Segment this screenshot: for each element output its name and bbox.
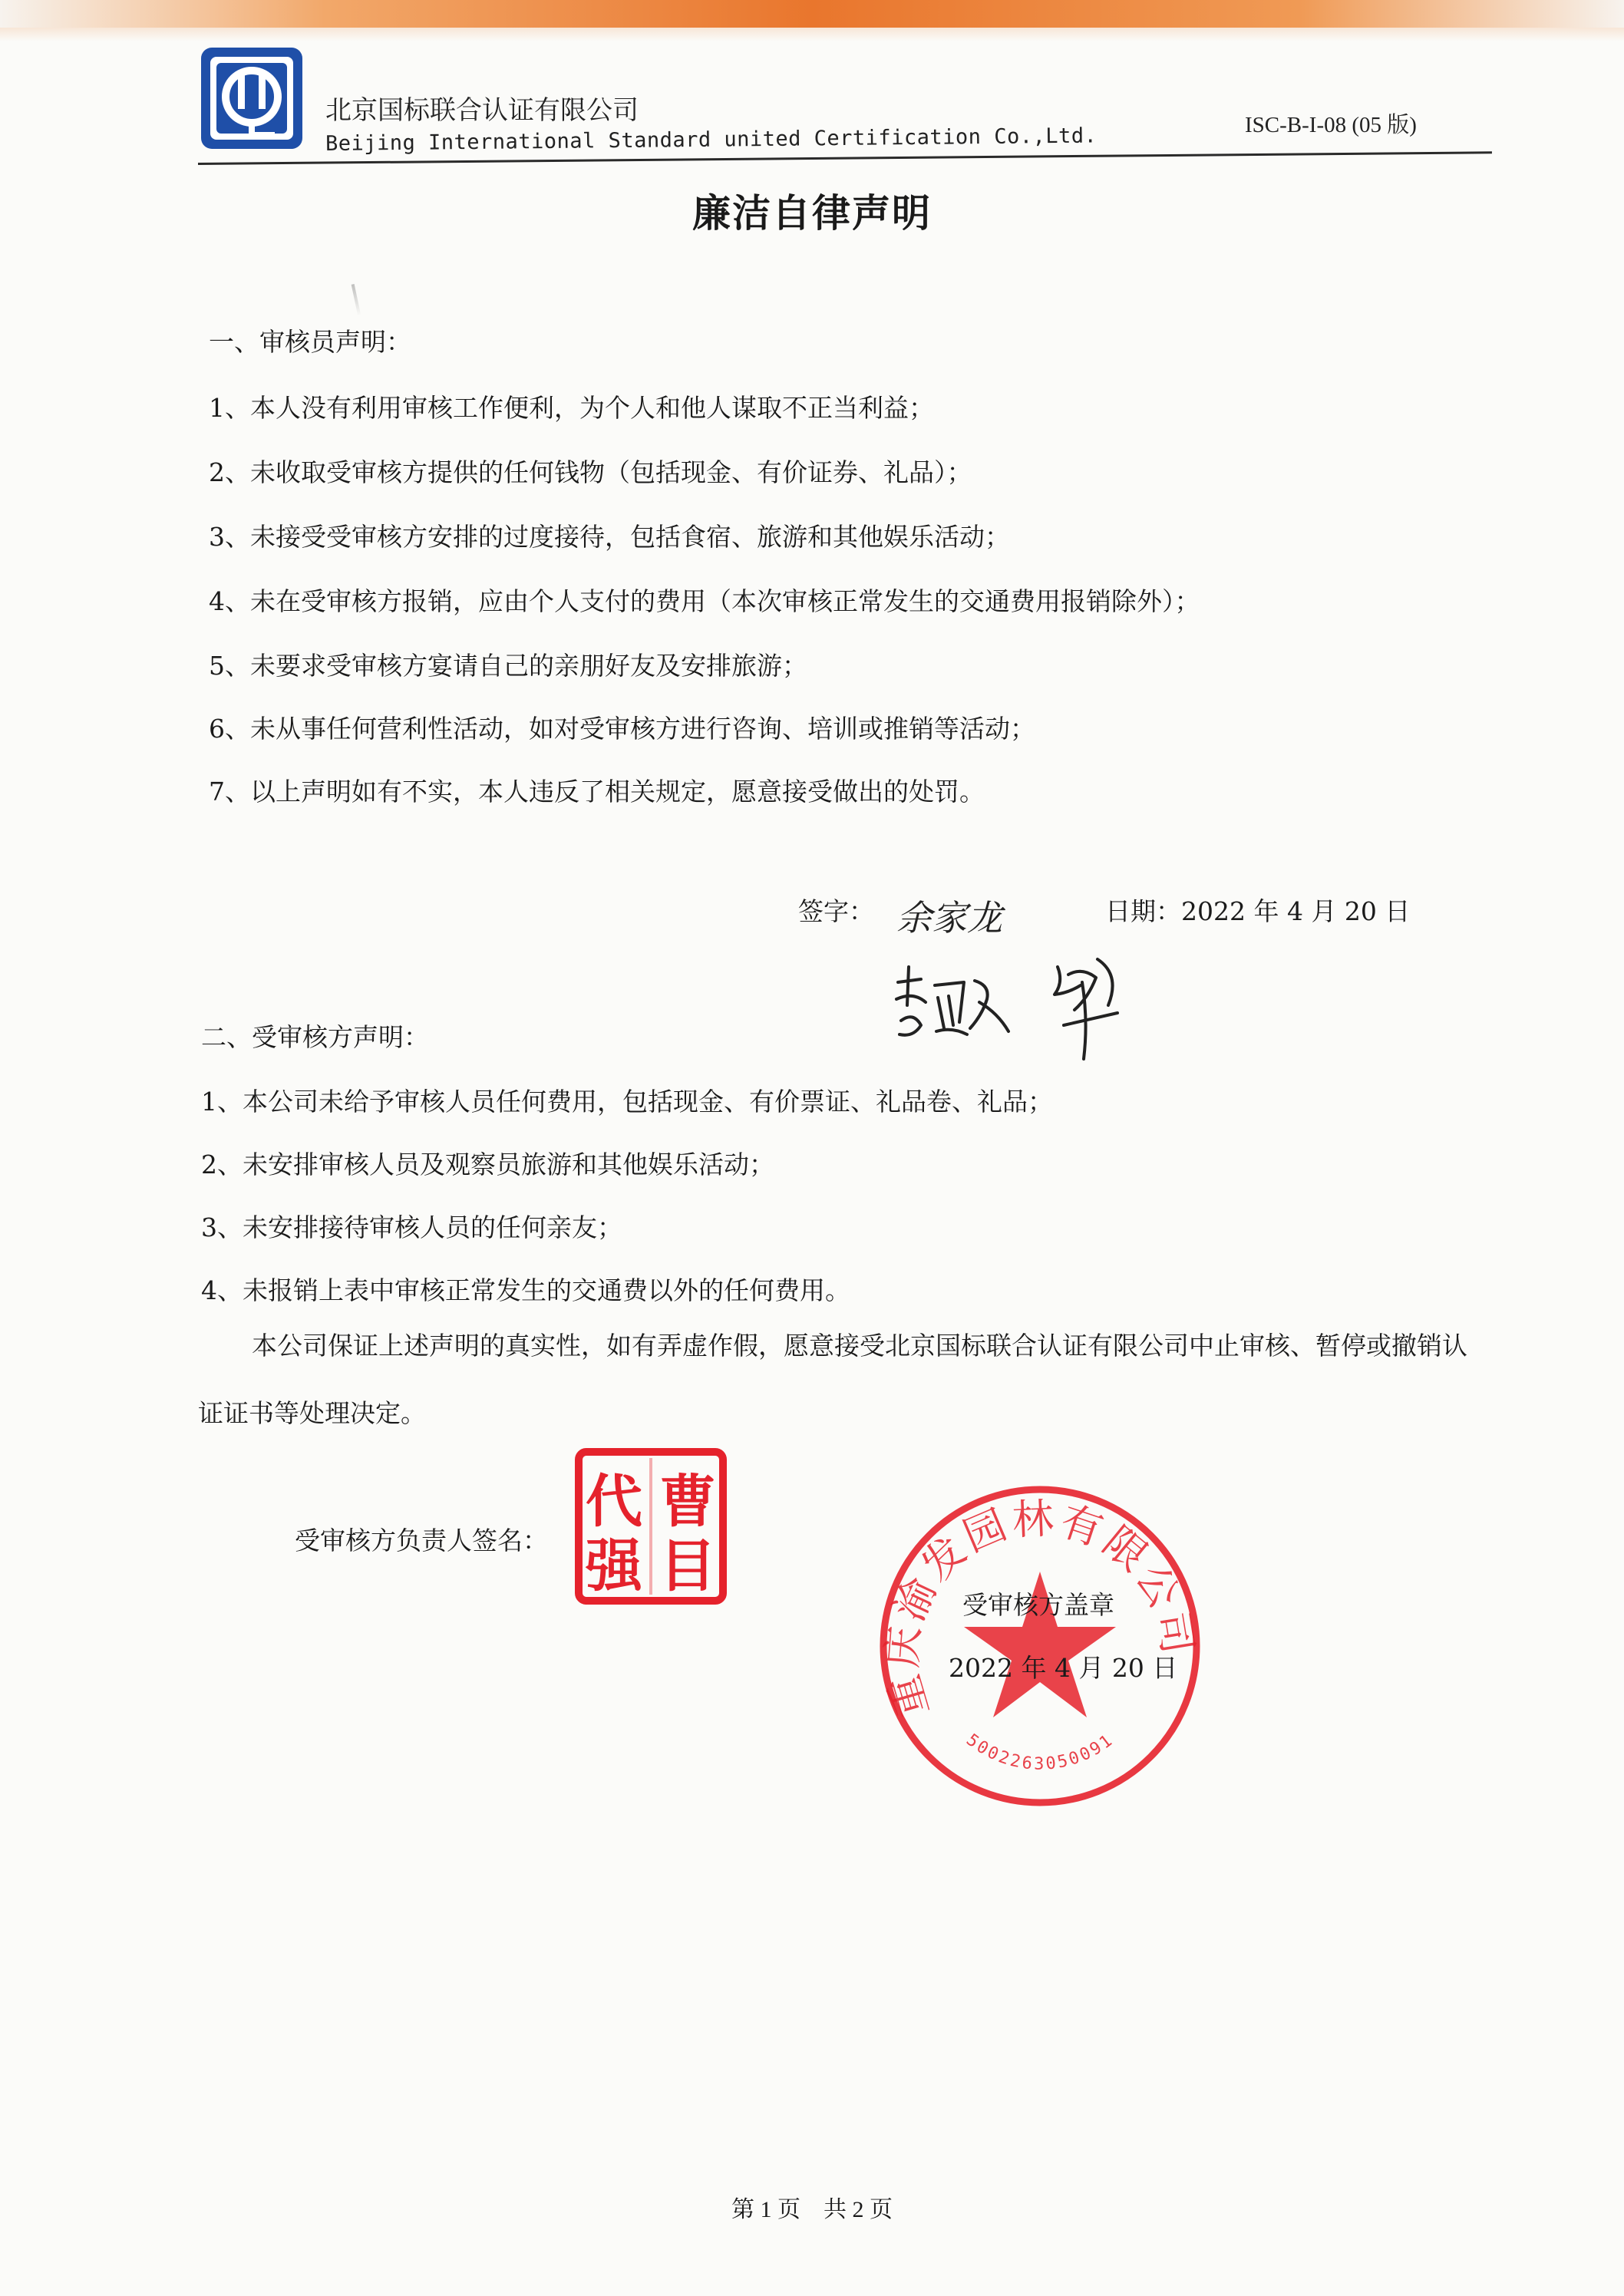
auditee-item: 3、未安排接待审核人员的任何亲友；	[201, 1212, 622, 1242]
auditor-item: 5、未要求受审核方宴请自己的亲朋好友及安排旅游；	[209, 651, 807, 681]
scan-top-shadow	[0, 28, 1624, 41]
auditor-sign-date: 日期：2022 年 4 月 20 日	[1105, 896, 1411, 926]
personal-name-chop-stamp	[574, 1447, 728, 1605]
chop-char: 强	[586, 1533, 642, 1599]
company-round-seal-icon	[875, 1481, 1205, 1811]
auditor-item: 6、未从事任何营利性活动，如对受审核方进行咨询、培训或推销等活动；	[209, 714, 1035, 744]
chop-char: 目	[659, 1533, 716, 1599]
scan-top-edge	[0, 0, 1624, 28]
page-footer: 第 1 页 共 2 页	[731, 2197, 893, 2222]
auditee-item: 2、未安排审核人员及观察员旅游和其他娱乐活动；	[201, 1150, 774, 1179]
auditee-guarantee-paragraph: 本公司保证上述声明的真实性，如有弄虚作假，愿意接受北京国标联合认证有限公司中止审核、暂停或撤销认证证书等处理决定。	[198, 1331, 1467, 1428]
document-code: ISC-B-I-08 (05 版)	[1245, 113, 1417, 137]
auditor-item: 3、未接受受审核方安排的过度接待，包括食宿、旅游和其他娱乐活动；	[209, 522, 1010, 552]
seal-ring-text: 重庆渝发园林有限公司	[877, 1494, 1203, 1724]
auditee-item: 4、未报销上表中审核正常发生的交通费以外的任何费用。	[201, 1275, 850, 1305]
seal-number: 5002263050091	[962, 1730, 1118, 1774]
chop-char: 曹	[659, 1469, 716, 1535]
svg-text:5002263050091	[962, 1730, 1117, 1774]
scan-speck	[352, 284, 361, 316]
auditor-item: 2、未收取受审核方提供的任何钱物（包括现金、有价证券、礼品）；	[209, 457, 972, 487]
auditee-section-heading: 二、受审核方声明：	[201, 1022, 429, 1052]
name-chop-icon	[574, 1447, 728, 1605]
auditor-section-heading: 一、审核员声明：	[209, 327, 411, 357]
company-name-cn: 北京国标联合认证有限公司	[325, 95, 639, 126]
seal-date: 2022 年 4 月 20 日	[949, 1653, 1178, 1683]
isc-certification-logo-icon	[198, 45, 305, 152]
seal-label: 受审核方盖章	[962, 1590, 1114, 1620]
auditor-signature: 余家龙	[896, 897, 1002, 939]
page-title: 廉洁自律声明	[692, 191, 932, 236]
handwritten-signature-icon	[890, 952, 1167, 1067]
chop-char: 代	[586, 1469, 642, 1535]
auditor-item: 4、未在受审核方报销，应由个人支付的费用（本次审核正常发生的交通费用报销除外）；	[209, 586, 1200, 616]
auditee-item: 1、本公司未给予审核人员任何费用，包括现金、有价票证、礼品卷、礼品；	[201, 1087, 1053, 1117]
auditor-item: 7、以上声明如有不实，本人违反了相关规定，愿意接受做出的处罚。	[209, 777, 985, 807]
auditor-item: 1、本人没有利用审核工作便利，为个人和他人谋取不正当利益；	[209, 393, 934, 423]
auditor-sign-label: 签字：	[798, 896, 874, 926]
company-name-en: Beijing International Standard united Certification Co.,Ltd.	[325, 124, 1098, 156]
responsible-sign-label: 受审核方负责人签名：	[295, 1526, 548, 1555]
